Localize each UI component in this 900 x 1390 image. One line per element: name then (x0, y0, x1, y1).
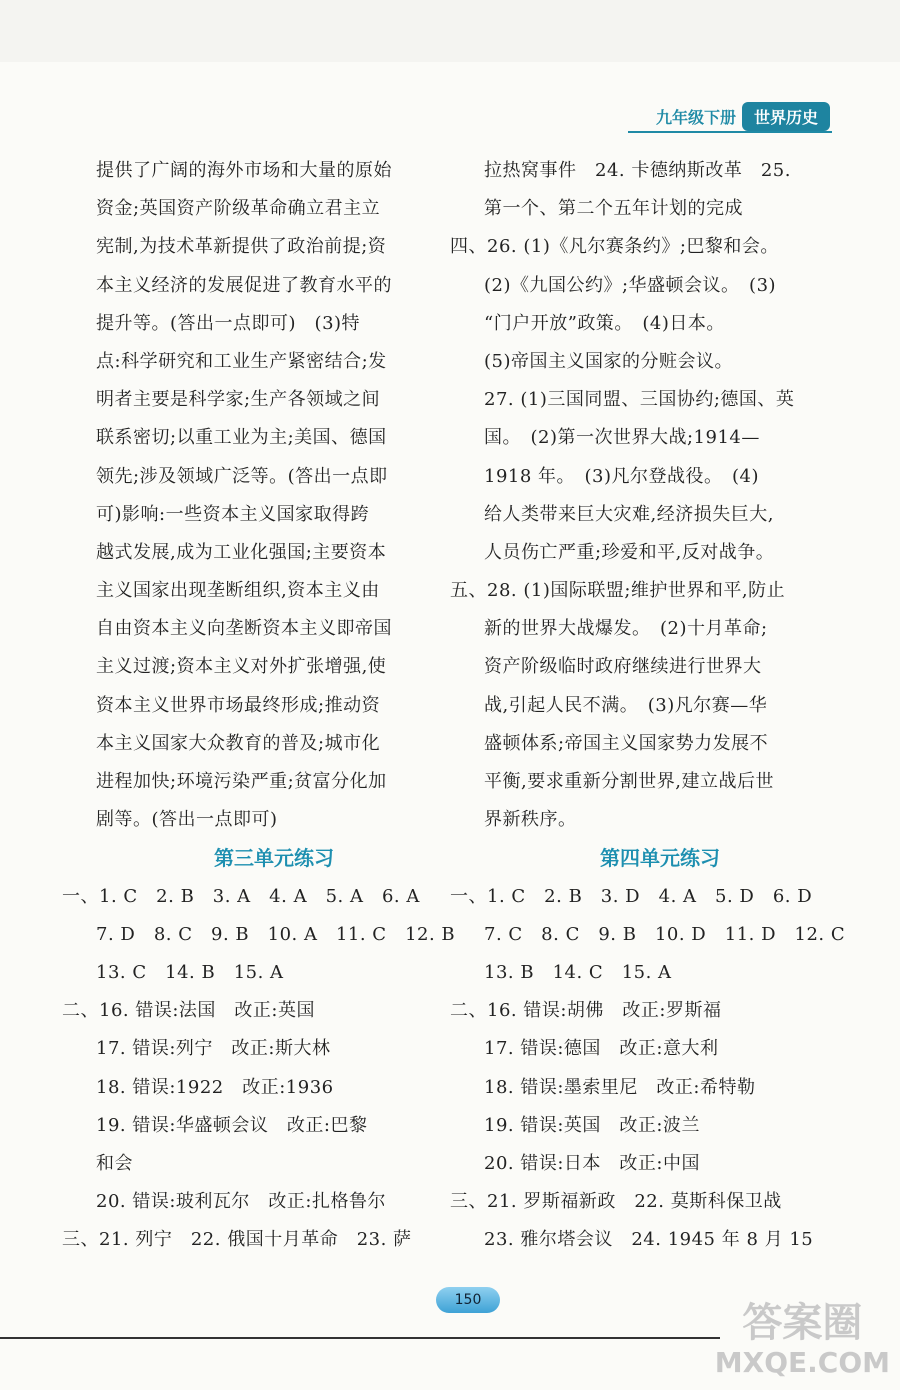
grade-label: 九年级下册 (655, 108, 736, 127)
text-line: 给人类带来巨大灾难,经济损失巨大, (484, 503, 774, 525)
section-title-unit3: 第三单元练习 (214, 846, 334, 871)
text-line: 第一个、第二个五年计划的完成 (484, 198, 743, 220)
answer-line: 二、16. 错误:胡佛 改正:罗斯福 (450, 1000, 722, 1022)
text-line: 盛顿体系;帝国主义国家势力发展不 (484, 732, 769, 754)
answer-line: 20. 错误:玻利瓦尔 改正:扎格鲁尔 (96, 1191, 386, 1213)
section-title-unit4: 第四单元练习 (600, 846, 720, 871)
text-line: 界新秩序。 (484, 809, 577, 831)
text-line: 27. (1)三国同盟、三国协约;德国、英 (484, 389, 795, 411)
text-line: 剧等。(答出一点即可) (96, 809, 278, 831)
text-line: (5)帝国主义国家的分赃会议。 (484, 350, 733, 372)
text-line: “门户开放”政策。 (4)日本。 (484, 312, 725, 334)
text-line: 人员伤亡严重;珍爱和平,反对战争。 (484, 541, 775, 563)
text-line: 越式发展,成为工业化强国;主要资本 (96, 541, 387, 563)
answer-line: 和会 (96, 1152, 133, 1174)
text-line: 领先;涉及领域广泛等。(答出一点即 (96, 465, 388, 487)
text-line: 进程加快;环境污染严重;贫富分化加 (96, 771, 387, 792)
text-line: 资本主义世界市场最终形成;推动资 (96, 694, 381, 716)
text-line: 国。 (2)第一次世界大战;1914— (484, 427, 760, 449)
text-line: 联系密切;以重工业为主;美国、德国 (96, 427, 387, 449)
text-line: 本主义经济的发展促进了教育水平的 (96, 274, 392, 296)
answer-line: 18. 错误:墨索里尼 改正:希特勒 (484, 1076, 756, 1098)
text-line: 本主义国家大众教育的普及;城市化 (96, 732, 381, 754)
answer-line: 23. 雅尔塔会议 24. 1945 年 8 月 15 (484, 1229, 814, 1251)
text-line: 点:科学研究和工业生产紧密结合;发 (96, 350, 387, 372)
text-line: 自由资本主义向垄断资本主义即帝国 (96, 618, 392, 640)
subject-badge: 世界历史 (742, 102, 830, 131)
text-line: 主义国家出现垄断组织,资本主义由 (96, 580, 380, 602)
answer-line: 一、1. C 2. B 3. A 4. A 5. A 6. A (62, 885, 420, 907)
watermark-url: MXQE.COM (714, 1346, 890, 1379)
text-line: 资金;英国资产阶级革命确立君主立 (96, 198, 381, 220)
answer-line: 19. 错误:华盛顿会议 改正:巴黎 (96, 1114, 368, 1136)
answer-line: 13. C 14. B 15. A (96, 961, 284, 983)
text-line: 明者主要是科学家;生产各领域之间 (96, 389, 381, 411)
text-line: 新的世界大战爆发。 (2)十月革命; (484, 618, 768, 640)
answer-line: 三、21. 列宁 22. 俄国十月革命 23. 萨 (62, 1229, 412, 1251)
text-line: 资产阶级临时政府继续进行世界大 (484, 656, 762, 678)
watermark-text: 答案圈 (742, 1300, 863, 1346)
answer-line: 一、1. C 2. B 3. D 4. A 5. D 6. D (450, 885, 813, 907)
text-line: 战,引起人民不满。 (3)凡尔赛—华 (484, 694, 768, 716)
text-line: 提供了广阔的海外市场和大量的原始 (96, 160, 392, 181)
header-rule (628, 131, 832, 133)
answer-line: 17. 错误:德国 改正:意大利 (484, 1038, 719, 1060)
text-line: 可)影响:一些资本主义国家取得跨 (96, 503, 370, 525)
answer-line: 三、21. 罗斯福新政 22. 莫斯科保卫战 (450, 1191, 782, 1213)
bottom-rule (0, 1337, 720, 1339)
answer-line: 13. B 14. C 15. A (484, 961, 672, 983)
text-line: 主义过渡;资本主义对外扩张增强,使 (96, 656, 387, 678)
answer-line: 20. 错误:日本 改正:中国 (484, 1152, 700, 1174)
right-column (450, 152, 846, 1259)
answer-line: 19. 错误:英国 改正:波兰 (484, 1114, 700, 1136)
text-line: 五、28. (1)国际联盟;维护世界和平,防止 (450, 580, 786, 602)
watermark-logo (715, 1300, 890, 1380)
page-header (656, 102, 830, 131)
text-line: (2)《九国公约》;华盛顿会议。 (3) (484, 274, 777, 296)
answer-line: 17. 错误:列宁 改正:斯大林 (96, 1038, 331, 1060)
top-strip (0, 0, 900, 62)
text-line: 1918 年。 (3)凡尔登战役。 (4) (484, 465, 760, 487)
text-line: 拉热窝事件 24. 卡德纳斯改革 25. (484, 160, 791, 181)
answer-line: 7. D 8. C 9. B 10. A 11. C 12. B (96, 923, 456, 945)
left-column (62, 152, 456, 1259)
text-line: 宪制,为技术革新提供了政治前提;资 (96, 236, 387, 258)
text-line: 提升等。(答出一点即可) (3)特 (96, 312, 361, 334)
page-number: 150 (436, 1287, 500, 1313)
answer-line: 7. C 8. C 9. B 10. D 11. D 12. C (484, 923, 846, 945)
text-line: 平衡,要求重新分割世界,建立战后世 (484, 771, 774, 792)
text-line: 四、26. (1)《凡尔赛条约》;巴黎和会。 (450, 236, 779, 258)
answer-line: 二、16. 错误:法国 改正:英国 (62, 1000, 315, 1022)
answer-line: 18. 错误:1922 改正:1936 (96, 1076, 334, 1098)
